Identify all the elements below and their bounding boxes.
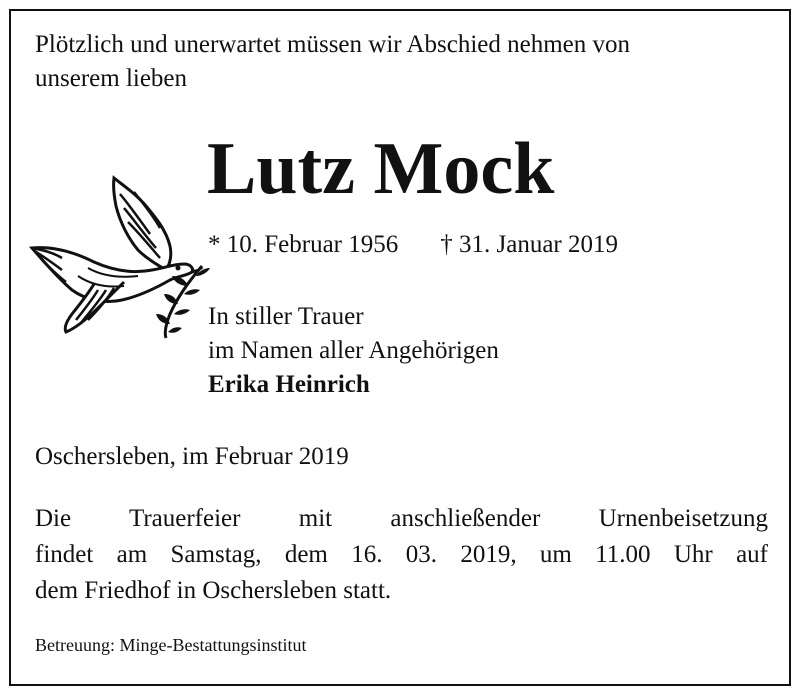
intro-line-1: Plötzlich und unerwartet müssen wir Abschied nehmen von — [35, 31, 631, 58]
dove-with-olive-branch-icon — [28, 172, 218, 342]
service-line-1: Die Trauerfeier mit anschließender Urnenbeisetzung — [35, 505, 768, 532]
undertaker-credit: Betreuung: Minge-Bestattungsinstitut — [35, 635, 307, 655]
life-dates — [208, 228, 618, 262]
birth-date: * 10. Februar 1956 — [208, 231, 399, 258]
intro-text — [35, 28, 775, 96]
service-line-2: findet am Samstag, dem 16. 03. 2019, um 11.00 Uhr auf — [35, 541, 768, 568]
mourning-line-2: im Namen aller Angehörigen — [208, 337, 499, 364]
mourning-line-1: In stiller Trauer — [208, 303, 364, 330]
mourning-block — [208, 300, 499, 402]
deceased-name: Lutz Mock — [207, 128, 555, 210]
intro-line-2: unserem lieben — [35, 65, 188, 92]
mourner-name: Erika Heinrich — [208, 371, 370, 398]
funeral-service-text — [35, 501, 768, 609]
service-line-3: dem Friedhof in Oschersleben statt. — [35, 577, 392, 604]
death-date: † 31. Januar 2019 — [440, 231, 618, 258]
place-date: Oschersleben, im Februar 2019 — [35, 443, 349, 470]
